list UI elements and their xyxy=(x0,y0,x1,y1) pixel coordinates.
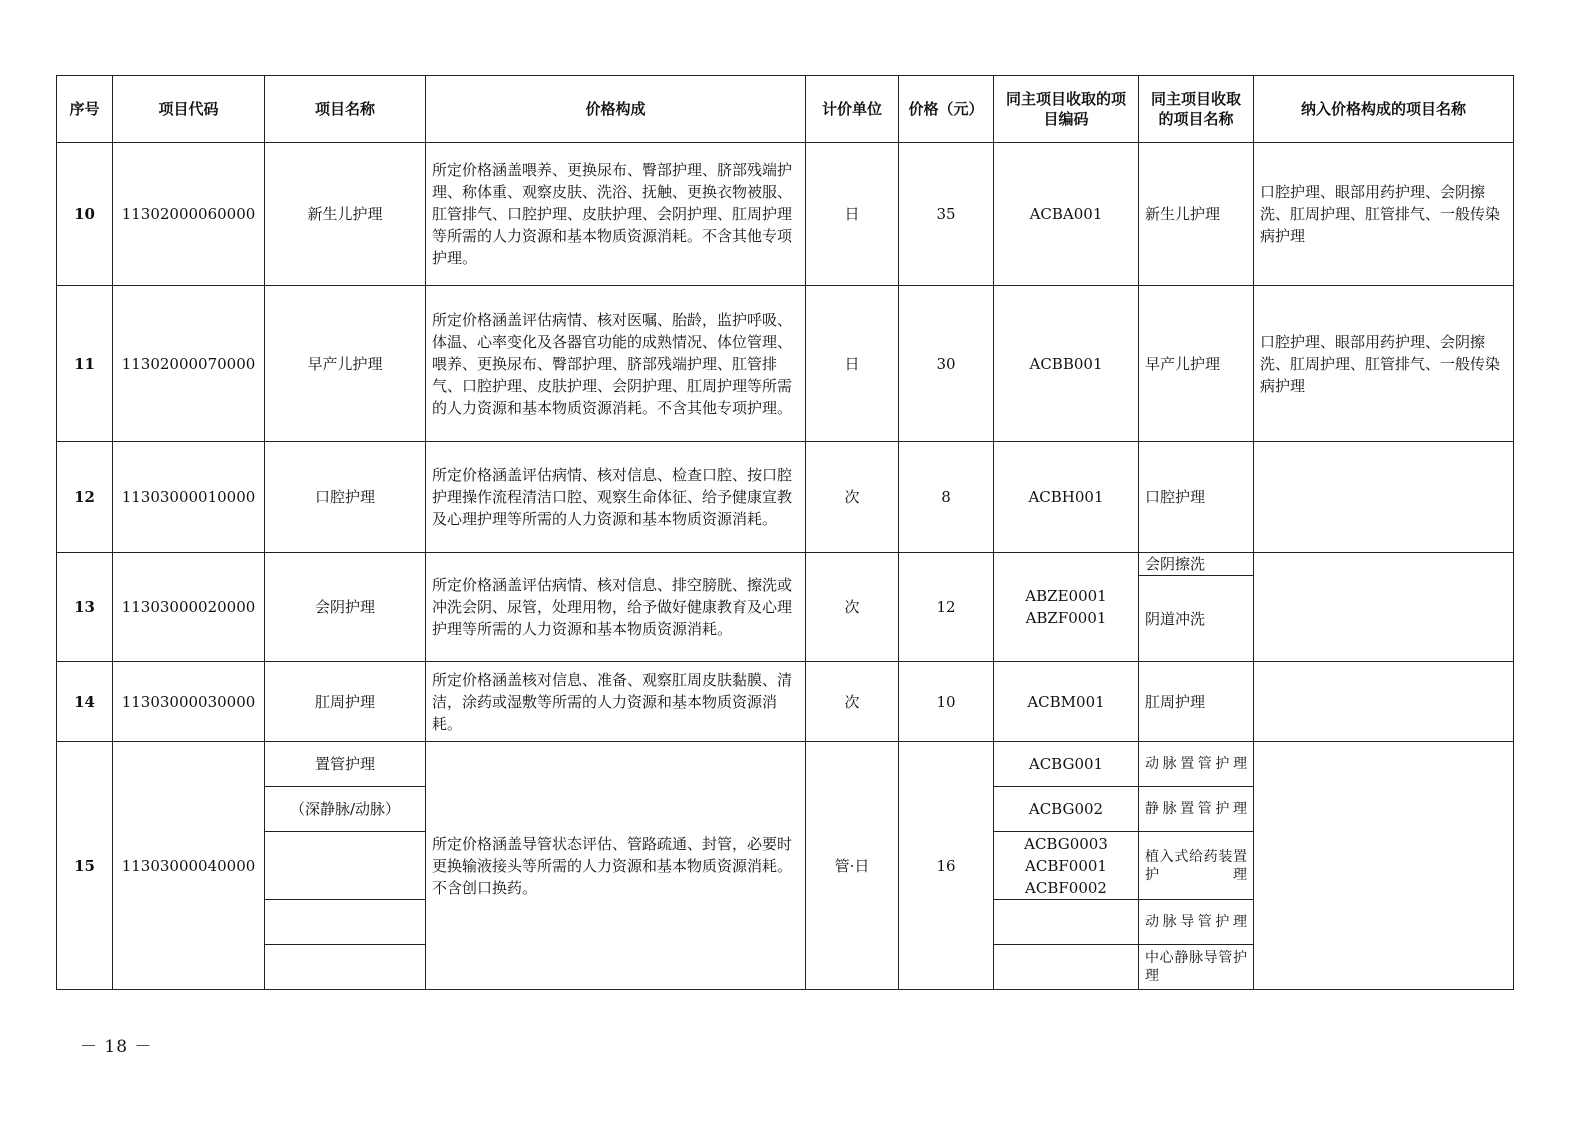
row-main-name: 动脉导管护理 xyxy=(1139,900,1254,945)
row-name-empty xyxy=(265,945,426,990)
table-row xyxy=(57,286,1514,442)
header-name: 项目名称 xyxy=(265,76,426,143)
row-price: 10 xyxy=(899,662,994,742)
row-main-code: ACBH001 xyxy=(994,442,1139,553)
row-desc: 所定价格涵盖评估病情、核对医嘱、胎龄，监护呼吸、体温、心率变化及各器官功能的成熟情况、体位管理、喂养、更换尿布、臀部护理、脐部残端护理、肛管排气、口腔护理、皮肤护理、会阴护理、肛周护理等所需的人力资源和基本物质资源消耗。不含其他专项护理。 xyxy=(426,286,806,442)
row-no: 12 xyxy=(57,442,113,553)
row-included: 口腔护理、眼部用药护理、会阴擦洗、肛周护理、肛管排气、一般传染病护理 xyxy=(1254,143,1514,286)
row-unit: 日 xyxy=(806,143,899,286)
table-row xyxy=(57,143,1514,286)
row-main-name: 动脉置管护理 xyxy=(1139,742,1254,787)
header-included: 纳入价格构成的项目名称 xyxy=(1254,76,1514,143)
price-table xyxy=(56,75,1514,990)
table-row xyxy=(57,442,1514,553)
row-code: 11303000030000 xyxy=(113,662,265,742)
main-code-line: ACBF0002 xyxy=(1025,878,1107,897)
row-main-name: 口腔护理 xyxy=(1139,442,1254,553)
row-main-name: 新生儿护理 xyxy=(1139,143,1254,286)
row-price: 8 xyxy=(899,442,994,553)
row-main-name: 静脉置管护理 xyxy=(1139,787,1254,832)
header-desc: 价格构成 xyxy=(426,76,806,143)
header-main-name: 同主项目收取的项目名称 xyxy=(1139,76,1254,143)
row-main-code: ACBG002 xyxy=(994,787,1139,832)
row-price: 16 xyxy=(899,742,994,990)
row-included xyxy=(1254,442,1514,553)
row-no: 10 xyxy=(57,143,113,286)
header-price: 价格（元） xyxy=(899,76,994,143)
row-main-name: 肛周护理 xyxy=(1139,662,1254,742)
row-main-code-empty xyxy=(994,945,1139,990)
row-main-code: ACBA001 xyxy=(994,143,1139,286)
row-unit: 次 xyxy=(806,662,899,742)
row-main-name: 阴道冲洗 xyxy=(1139,576,1254,662)
row-unit: 日 xyxy=(806,286,899,442)
row-price: 35 xyxy=(899,143,994,286)
row-name: 会阴护理 xyxy=(265,553,426,662)
row-desc: 所定价格涵盖评估病情、核对信息、检查口腔、按口腔护理操作流程清洁口腔、观察生命体征、给予健康宣教及心理护理等所需的人力资源和基本物质资源消耗。 xyxy=(426,442,806,553)
row-name-empty xyxy=(265,832,426,900)
row-main-code xyxy=(994,832,1139,900)
row-desc: 所定价格涵盖导管状态评估、管路疏通、封管，必要时更换输液接头等所需的人力资源和基本物质资源消耗。不含创口换药。 xyxy=(426,742,806,990)
row-code: 11303000010000 xyxy=(113,442,265,553)
header-unit: 计价单位 xyxy=(806,76,899,143)
row-main-name: 会阴擦洗 xyxy=(1139,553,1254,576)
header-main-code: 同主项目收取的项目编码 xyxy=(994,76,1139,143)
main-code-line: ACBG0003 xyxy=(1024,834,1108,853)
table-row xyxy=(57,662,1514,742)
row-no: 15 xyxy=(57,742,113,990)
row-main-code-empty xyxy=(994,900,1139,945)
table-row xyxy=(57,553,1514,576)
row-name: 新生儿护理 xyxy=(265,143,426,286)
row-included xyxy=(1254,742,1514,990)
main-code-line: ABZF0001 xyxy=(1025,609,1107,627)
row-name-empty xyxy=(265,900,426,945)
row-name: （深静脉/动脉） xyxy=(265,787,426,832)
table-row xyxy=(57,742,1514,787)
row-price: 30 xyxy=(899,286,994,442)
row-no: 14 xyxy=(57,662,113,742)
row-unit: 管·日 xyxy=(806,742,899,990)
row-name: 口腔护理 xyxy=(265,442,426,553)
row-main-name: 植入式给药装置护理 xyxy=(1139,832,1254,900)
row-name: 早产儿护理 xyxy=(265,286,426,442)
row-name: 置管护理 xyxy=(265,742,426,787)
row-main-code xyxy=(994,553,1139,662)
row-included xyxy=(1254,553,1514,662)
row-unit: 次 xyxy=(806,553,899,662)
row-code: 11302000060000 xyxy=(113,143,265,286)
row-main-code: ACBG001 xyxy=(994,742,1139,787)
row-included xyxy=(1254,662,1514,742)
header-code: 项目代码 xyxy=(113,76,265,143)
row-desc: 所定价格涵盖喂养、更换尿布、臀部护理、脐部残端护理、称体重、观察皮肤、洗浴、抚触、更换衣物被服、肛管排气、口腔护理、皮肤护理、会阴护理、肛周护理等所需的人力资源和基本物质资源消耗。不含其他专项护理。 xyxy=(426,143,806,286)
row-desc: 所定价格涵盖评估病情、核对信息、排空膀胱、擦洗或冲洗会阴、尿管，处理用物，给予做好健康教育及心理护理等所需的人力资源和基本物质资源消耗。 xyxy=(426,553,806,662)
row-code: 11303000020000 xyxy=(113,553,265,662)
row-unit: 次 xyxy=(806,442,899,553)
row-desc: 所定价格涵盖核对信息、准备、观察肛周皮肤黏膜、清洁，涂药或湿敷等所需的人力资源和基本物质资源消耗。 xyxy=(426,662,806,742)
main-code-line: ACBF0001 xyxy=(1025,856,1107,875)
page-number: － 18 － xyxy=(80,1037,153,1057)
row-main-name: 中心静脉导管护理 xyxy=(1139,945,1254,990)
table-header xyxy=(57,76,1514,143)
row-main-code: ACBM001 xyxy=(994,662,1139,742)
main-code-line: ABZE0001 xyxy=(1025,587,1107,605)
row-included: 口腔护理、眼部用药护理、会阴擦洗、肛周护理、肛管排气、一般传染病护理 xyxy=(1254,286,1514,442)
header-no: 序号 xyxy=(57,76,113,143)
row-no: 11 xyxy=(57,286,113,442)
row-main-name: 早产儿护理 xyxy=(1139,286,1254,442)
row-code: 11303000040000 xyxy=(113,742,265,990)
row-main-code: ACBB001 xyxy=(994,286,1139,442)
row-name: 肛周护理 xyxy=(265,662,426,742)
row-price: 12 xyxy=(899,553,994,662)
row-code: 11302000070000 xyxy=(113,286,265,442)
row-no: 13 xyxy=(57,553,113,662)
